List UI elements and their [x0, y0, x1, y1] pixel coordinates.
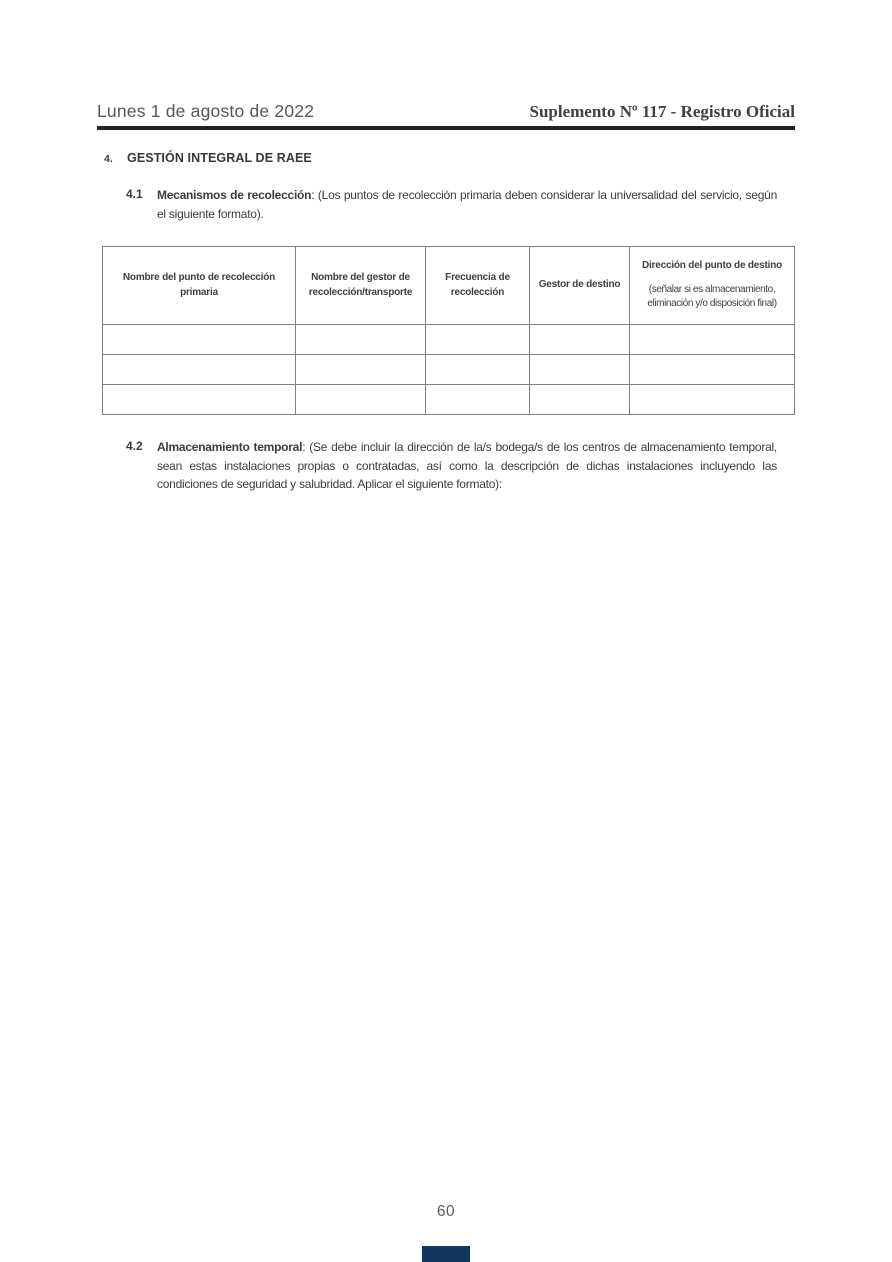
- table-cell: [426, 385, 530, 415]
- table-cell: [530, 385, 630, 415]
- table-cell: [530, 325, 630, 355]
- footer-navy-bar: [422, 1246, 470, 1262]
- paragraph-4-2: [126, 438, 777, 494]
- paragraph-lead: Almacenamiento temporal: [157, 440, 303, 454]
- header-date: Lunes 1 de agosto de 2022: [97, 101, 315, 121]
- table-cell: [296, 385, 426, 415]
- paragraph-number: 4.2: [126, 438, 143, 453]
- table-header-cell: [296, 247, 426, 325]
- table-cell: [426, 325, 530, 355]
- table-cell: [296, 325, 426, 355]
- column-title: Nombre del gestor de recolección/transporte: [308, 272, 413, 298]
- table-header-cell: [426, 247, 530, 325]
- column-title: Nombre del punto de recolección primaria: [122, 272, 276, 298]
- table-header-cell: [103, 247, 296, 325]
- table-cell: [103, 355, 296, 385]
- recollection-table: [102, 246, 795, 415]
- header-rule: [97, 126, 795, 130]
- table-row: [103, 355, 795, 385]
- table-header-row: [103, 247, 795, 325]
- paragraph-lead: Mecanismos de recolección: [157, 188, 312, 202]
- section-heading: [104, 151, 312, 165]
- table-cell: [530, 355, 630, 385]
- table-cell: [103, 325, 296, 355]
- table-cell: [630, 385, 795, 415]
- table-cell: [630, 325, 795, 355]
- column-title: Dirección del punto de destino: [641, 260, 783, 272]
- column-title: Frecuencia de recolección: [445, 272, 510, 298]
- page-header: [97, 101, 795, 122]
- section-number: 4.: [104, 153, 113, 165]
- table-cell: [296, 355, 426, 385]
- paragraph-text: [157, 186, 777, 223]
- page-number: 60: [436, 1203, 456, 1220]
- column-note: (señalar si es almacenamiento, eliminación y/o disposición final): [647, 283, 777, 310]
- table-cell: [103, 385, 296, 415]
- paragraph-rest: : (Se debe incluir la dirección de la/s bodega/s de los centros de almacenamiento temporal, sean estas instalaciones propias o contratadas, así como la descripción de dichas instalaciones incluyendo las condiciones de seguridad y salubridad. Aplicar el siguiente formato):: [157, 440, 777, 491]
- paragraph-rest: : (Los puntos de recolección primaria deben considerar la universalidad del servicio, según el siguiente formato).: [157, 188, 777, 221]
- table-header-cell: [630, 247, 795, 325]
- section-title: GESTIÓN INTEGRAL DE RAEE: [127, 151, 312, 165]
- paragraph-text: [157, 438, 777, 494]
- header-publication: Suplemento Nº 117 - Registro Oficial: [529, 102, 795, 121]
- paragraph-number: 4.1: [126, 186, 143, 201]
- table-row: [103, 385, 795, 415]
- paragraph-4-1: [126, 186, 777, 223]
- table-cell: [630, 355, 795, 385]
- table-header-cell: [530, 247, 630, 325]
- column-title: Gestor de destino: [538, 279, 621, 291]
- table-cell: [426, 355, 530, 385]
- table-row: [103, 325, 795, 355]
